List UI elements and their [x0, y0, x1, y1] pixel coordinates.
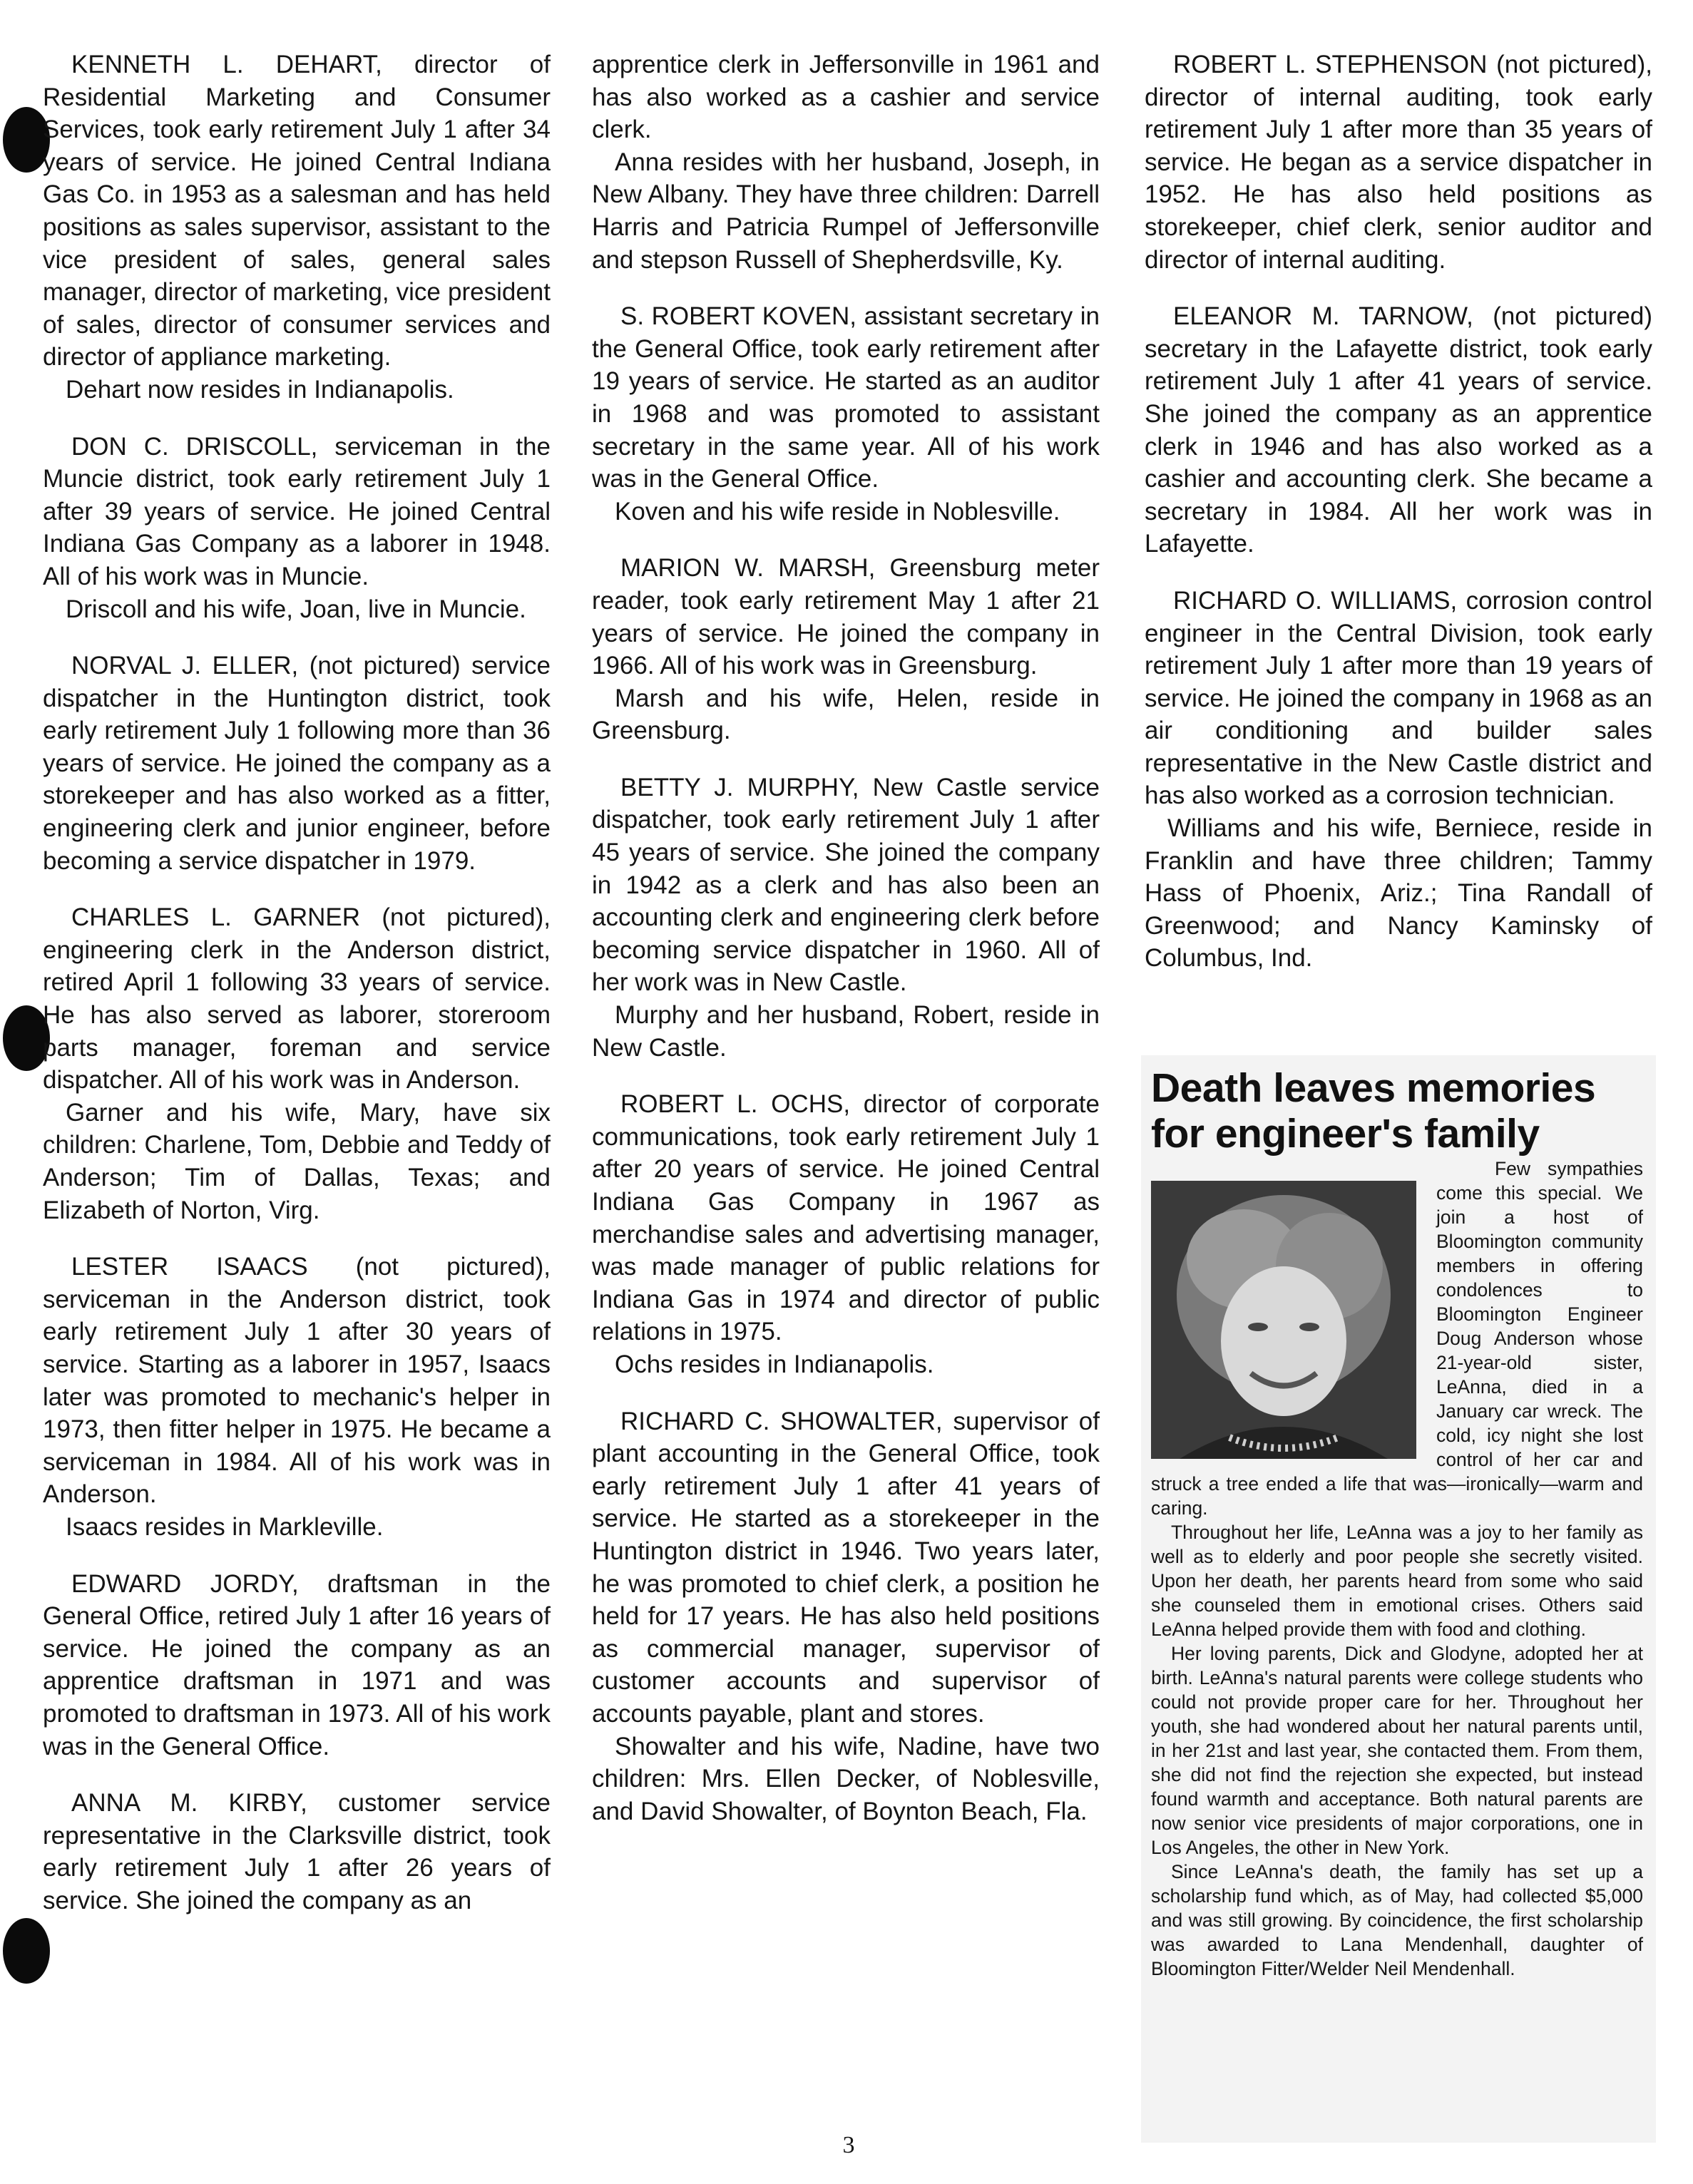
- retiree-entry: [592, 48, 1100, 276]
- retiree-paragraph: [592, 552, 1100, 682]
- retiree-entry: [1145, 48, 1652, 276]
- retiree-followup: Ochs resides in Indianapolis.: [615, 1350, 934, 1378]
- retiree-entry: [592, 1405, 1100, 1828]
- retiree-paragraph: [592, 1088, 1100, 1348]
- column-1: [43, 48, 551, 1941]
- retiree-followup: Murphy and her husband, Robert, reside in New Castle.: [592, 1001, 1100, 1062]
- retiree-paragraph: [43, 650, 551, 877]
- retiree-name: ELEANOR M. TARNOW,: [1173, 302, 1473, 331]
- retiree-entry: [43, 650, 551, 877]
- retiree-paragraph: [592, 771, 1100, 999]
- retiree-paragraph: [1145, 585, 1652, 812]
- retiree-followup: Anna resides with her husband, Joseph, in New Albany. They have three children: Darrell Harris and Patricia Rumpel of Jeffersonville and stepson Russell of Shepherdsville, Ky.: [592, 148, 1100, 274]
- retiree-text: draftsman in the General Office, retired July 1 after 16 years of service. He joined the company as an apprentice draftsman in 1971 and was promoted to draftsman in 1973. All of his work was in the General Office.: [43, 1569, 551, 1760]
- retiree-followup: Marsh and his wife, Helen, reside in Greensburg.: [592, 684, 1100, 745]
- retiree-paragraph: [43, 901, 551, 1097]
- retiree-name: NORVAL J. ELLER,: [71, 652, 299, 680]
- retiree-name: BETTY J. MURPHY,: [620, 773, 859, 801]
- retiree-entry: [43, 1568, 551, 1763]
- retiree-text: corrosion control engineer in the Central Division, took early retirement July 1 after more than 19 years of service. He joined the company in 1968 as an air conditioning and builder sales representative in the New Castle district and has also worked as a corrosion technician.: [1145, 586, 1652, 810]
- retiree-text: (not pictured), engineering clerk in the Anderson district, retired April 1 following 33 years of service. He has also served as laborer, storeroom parts manager, foreman and service dispatcher. All of his work was in Anderson.: [43, 903, 551, 1094]
- retiree-name: KENNETH L. DEHART,: [71, 51, 382, 78]
- retiree-entry: [592, 300, 1100, 528]
- retiree-text: (not pictured) service dispatcher in the Huntington district, took early retirement July 1 following more than 36 years of service. He joined the company as a storekeeper and has also worked as a fitter, engineering clerk and junior engineer, before becoming a service dispatcher in 1979.: [43, 652, 551, 875]
- retiree-paragraph: [592, 48, 1100, 146]
- sidebar-paragraph-2: Throughout her life, LeAnna was a joy to her family as well as to elderly and poor people she secretly visited. Upon her death, her parents heard from some who said she counseled them in emotional crises. Others said LeAnna helped provide them with food and clothing.: [1151, 1522, 1643, 1640]
- page-number: 3: [842, 2132, 855, 2158]
- retiree-name: ANNA M. KIRBY,: [71, 1789, 307, 1818]
- retiree-name: S. ROBERT KOVEN,: [620, 302, 857, 331]
- retiree-name: ROBERT L. OCHS,: [620, 1090, 851, 1119]
- retiree-paragraph: [43, 1787, 551, 1917]
- portrait-image: [1151, 1181, 1416, 1459]
- retiree-text: assistant secretary in the General Office, took early retirement after 19 years of service. He started as an auditor in 1968 and was promoted to assistant secretary in the same year. All of his work was in the General Office.: [592, 302, 1100, 493]
- portrait-photo: [1151, 1181, 1416, 1459]
- sidebar-paragraph-4: Since LeAnna's death, the family has set up a scholarship fund which, as of May, had collected $5,000 and was still growing. By coincidence, the first scholarship was awarded to Lana Mendenhall, daughter of Bloomington Fitter/Welder Neil Mendenhall.: [1151, 1861, 1643, 1979]
- retiree-text: director of corporate communications, took early retirement July 1 after 20 years of service. He joined Central Indiana Gas Company in 1967 as merchandise sales and advertising manager, was made manager of public relations for Indiana Gas in 1974 and director of public relations in 1975.: [592, 1090, 1100, 1346]
- retiree-paragraph: [1145, 300, 1652, 560]
- retiree-name: RICHARD O. WILLIAMS,: [1173, 586, 1458, 615]
- retiree-text: (not pictured), director of internal auditing, took early retirement July 1 after more than 35 years of service. He began as a service dispatcher in 1952. He has also held positions as storekeeper, chief clerk, senior auditor and director of internal auditing.: [1145, 51, 1652, 274]
- retiree-followup: Williams and his wife, Berniece, reside in Franklin and have three children; Tammy Hass of Phoenix, Ariz.; Tina Randall of Greenwood; and Nancy Kaminsky of Columbus, Ind.: [1145, 814, 1652, 973]
- retiree-name: RICHARD C. SHOWALTER,: [620, 1407, 943, 1435]
- retiree-entry: [43, 431, 551, 626]
- retiree-followup: Dehart now resides in Indianapolis.: [66, 375, 454, 404]
- retiree-followup: Isaacs resides in Markleville.: [66, 1512, 384, 1541]
- retiree-name: LESTER ISAACS: [71, 1253, 308, 1281]
- retiree-entry: [43, 901, 551, 1226]
- retiree-entry: [43, 48, 551, 406]
- retiree-entry: [592, 1088, 1100, 1380]
- retiree-text: Greensburg meter reader, took early retirement May 1 after 21 years of service. He joined the company in 1966. All of his work was in Greensburg.: [592, 554, 1100, 680]
- retiree-entry: [592, 771, 1100, 1064]
- retiree-text: supervisor of plant accounting in the General Office, took early retirement July 1 after 41 years of service. He started as a storekeeper in the Huntington district in 1946. Two years later, he was promoted to chief clerk, a position he held for 17 years. He has also held positions as commercial manager, supervisor of customer accounts and supervisor of accounts payable, plant and stores.: [592, 1407, 1100, 1728]
- retiree-text: apprentice clerk in Jeffersonville in 1961 and has also worked as a cashier and service clerk.: [592, 51, 1100, 144]
- memorial-sidebar: [1141, 1055, 1656, 2143]
- retiree-entry: [1145, 300, 1652, 560]
- retiree-paragraph: [43, 48, 551, 374]
- sidebar-paragraph-3: Her loving parents, Dick and Glodyne, adopted her at birth. LeAnna's natural parents were college students who could not provide proper care for her. Throughout her youth, she had wondered about her natural parents until, in her 21st and last year, she contacted them. From them, she did not find the rejection she expected, but instead found warmth and acceptance. Both natural parents are now senior vice presidents of major corporations, one in Los Angeles, the other in New York.: [1151, 1643, 1643, 1858]
- sidebar-paragraph-1: Few sympathies come this special. We join a host of Bloomington community members in offering condolences to Bloomington Engineer Doug Anderson whose 21-year-old sister, LeAnna, died in a January car wreck. The cold, icy night she lost control of her car and struck a tree ended a life that was—ironically—warm and caring.: [1151, 1158, 1643, 1519]
- retiree-entry: [43, 1251, 551, 1543]
- column-3: [1145, 48, 1652, 999]
- retiree-text: New Castle service dispatcher, took early retirement July 1 after 45 years of service. She joined the company in 1942 as a clerk and has also been an accounting clerk and engineering clerk before becoming service dispatcher in 1960. All of her work was in New Castle.: [592, 773, 1100, 997]
- retiree-followup: Koven and his wife reside in Noblesville.: [615, 497, 1060, 526]
- retiree-paragraph: [43, 1568, 551, 1763]
- sidebar-headline: Death leaves memories for engineer's family: [1151, 1065, 1596, 1157]
- retiree-paragraph: [43, 431, 551, 593]
- retiree-name: ROBERT L. STEPHENSON: [1173, 51, 1488, 78]
- retiree-text: (not pictured) secretary in the Lafayette district, took early retirement July 1 after 41 years of service. She joined the company as an apprentice clerk in 1946 and has also worked as a cashier and accounting clerk. She became a secretary in 1984. All her work was in Lafayette.: [1145, 302, 1652, 558]
- retiree-paragraph: [592, 1405, 1100, 1731]
- retiree-followup: Showalter and his wife, Nadine, have two children: Mrs. Ellen Decker, of Noblesville, and David Showalter, of Boynton Beach, Fla.: [592, 1732, 1100, 1825]
- retiree-name: MARION W. MARSH,: [620, 554, 876, 583]
- retiree-name: DON C. DRISCOLL,: [71, 432, 318, 461]
- retiree-followup: Garner and his wife, Mary, have six children: Charlene, Tom, Debbie and Teddy of Anderson; Tim of Dallas, Texas; and Elizabeth of Norton, Virg.: [43, 1098, 551, 1224]
- retiree-text: (not pictured), serviceman in the Anderson district, took early retirement July 1 after 30 years of service. Starting as a laborer in 1957, Isaacs later was promoted to mechanic's helper in 1973, then fitter helper in 1975. He became a serviceman in 1984. All of his work was in Anderson.: [43, 1253, 551, 1509]
- retiree-entry: [43, 1787, 551, 1917]
- retiree-text: customer service representative in the Clarksville district, took early retirement July 1 after 26 years of service. She joined the company as an: [43, 1789, 551, 1914]
- retiree-paragraph: [43, 1251, 551, 1511]
- retiree-name: EDWARD JORDY,: [71, 1569, 299, 1598]
- retiree-followup: Driscoll and his wife, Joan, live in Muncie.: [66, 595, 526, 623]
- retiree-paragraph: [592, 300, 1100, 496]
- retiree-text: director of Residential Marketing and Consumer Services, took early retirement July 1 after 34 years of service. He joined Central Indiana Gas Co. in 1953 as a salesman and has held positions as sales supervisor, assistant to the vice president of sales, general sales manager, director of marketing, vice president of sales, director of consumer services and director of appliance marketing.: [43, 51, 551, 371]
- retiree-name: CHARLES L. GARNER: [71, 903, 361, 932]
- retiree-entry: [1145, 585, 1652, 975]
- column-2: [592, 48, 1100, 1852]
- retiree-paragraph: [1145, 48, 1652, 276]
- retiree-text: serviceman in the Muncie district, took early retirement July 1 after 39 years of service. He joined Central Indiana Gas Company as a laborer in 1948. All of his work was in Muncie.: [43, 432, 551, 590]
- retiree-entry: [592, 552, 1100, 747]
